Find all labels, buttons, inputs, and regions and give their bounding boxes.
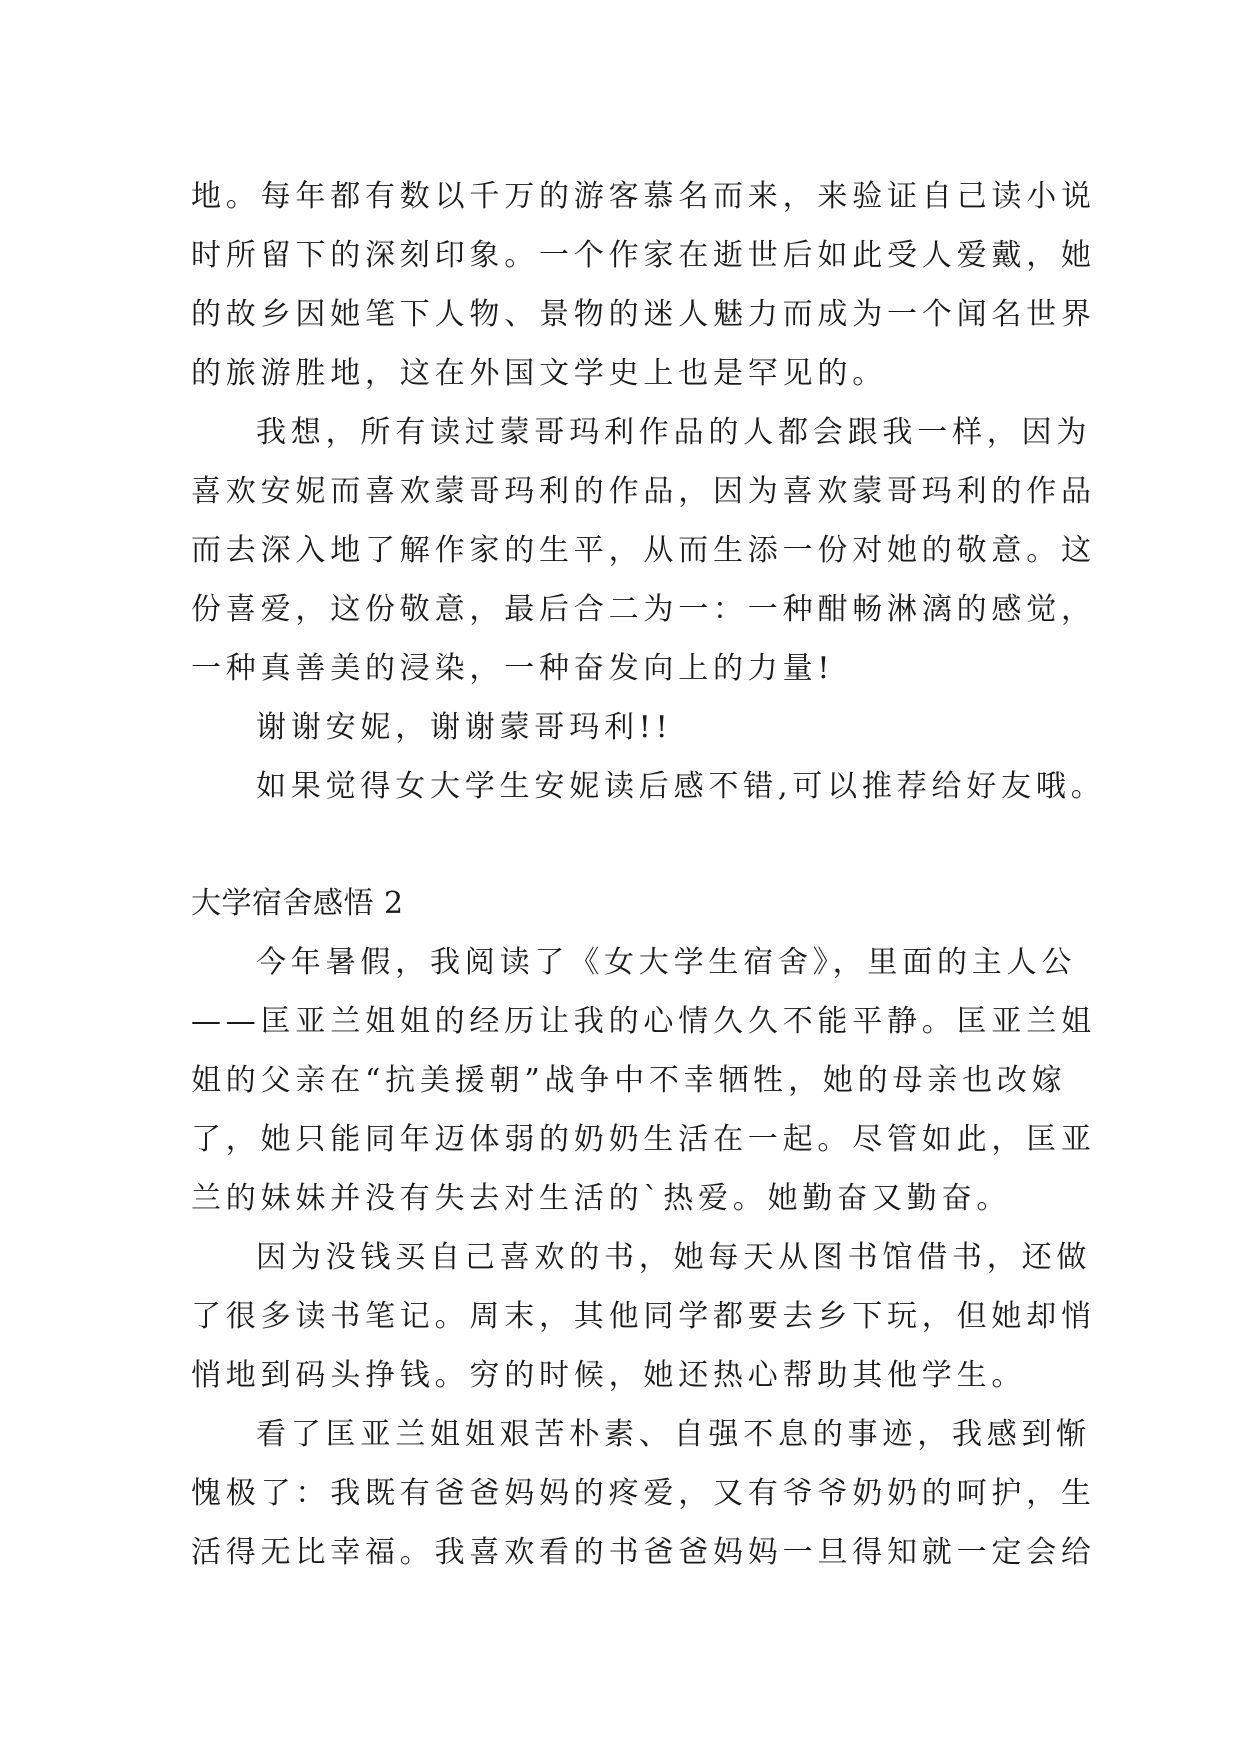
section-heading: 大学宿舍感悟 2 <box>191 886 404 921</box>
text-line: 地。每年都有数以千万的游客慕名而来，来验证自己读小说 <box>191 179 1096 214</box>
paragraph <box>191 698 1051 757</box>
text-line: 份喜爱，这份敬意，最后合二为一：一种酣畅淋漓的感觉， <box>191 592 1096 627</box>
text-line: 喜欢安妮而喜欢蒙哥玛利的作品，因为喜欢蒙哥玛利的作品 <box>191 474 1096 509</box>
paragraph <box>191 403 1096 698</box>
document-body <box>191 167 1106 1582</box>
paragraph <box>191 757 1106 816</box>
text-line: ——匡亚兰姐姐的经历让我的心情久久不能平静。匡亚兰姐 <box>191 1004 1096 1039</box>
paragraph <box>191 1228 1096 1405</box>
text-line: 看了匡亚兰姐姐艰苦朴素、自强不息的事迹，我感到惭 <box>256 1417 1092 1452</box>
text-line: 了，她只能同年迈体弱的奶奶生活在一起。尽管如此，匡亚 <box>191 1122 1096 1157</box>
text-line: 因为没钱买自己喜欢的书，她每天从图书馆借书，还做 <box>256 1240 1092 1275</box>
text-line: 姐的父亲在“抗美援朝”战争中不幸牺牲，她的母亲也改嫁 <box>191 1063 1067 1098</box>
text-line: 了很多读书笔记。周末，其他同学都要去乡下玩，但她却悄 <box>191 1299 1096 1334</box>
text-line: 的故乡因她笔下人物、景物的迷人魅力而成为一个闻名世界 <box>191 297 1096 332</box>
spacer <box>191 816 1051 874</box>
text-line: 悄地到码头挣钱。穷的时候，她还热心帮助其他学生。 <box>191 1358 1027 1393</box>
text-line: 愧极了：我既有爸爸妈妈的疼爱，又有爷爷奶奶的呵护，生 <box>191 1476 1096 1511</box>
text-line: 而去深入地了解作家的生平，从而生添一份对她的敬意。这 <box>191 533 1096 568</box>
text-line: 的旅游胜地，这在外国文学史上也是罕见的。 <box>191 356 887 391</box>
text-line: 如果觉得女大学生安妮读后感不错,可以推荐给好友哦。 <box>256 769 1106 804</box>
text-line: 我想，所有读过蒙哥玛利作品的人都会跟我一样，因为 <box>256 415 1092 450</box>
paragraph <box>191 1405 1096 1582</box>
text-line: 兰的妹妹并没有失去对生活的`热爱。她勤奋又勤奋。 <box>191 1181 1012 1216</box>
text-line: 活得无比幸福。我喜欢看的书爸爸妈妈一旦得知就一定会给 <box>191 1535 1096 1570</box>
text-line: 一种真善美的浸染，一种奋发向上的力量! <box>191 651 835 686</box>
text-line: 今年暑假，我阅读了《女大学生宿舍》，里面的主人公 <box>256 945 1077 980</box>
text-line: 时所留下的深刻印象。一个作家在逝世后如此受人爱戴，她 <box>191 238 1096 273</box>
text-line: 谢谢安妮，谢谢蒙哥玛利!! <box>256 710 673 745</box>
paragraph <box>191 933 1096 1228</box>
paragraph <box>191 167 1096 403</box>
